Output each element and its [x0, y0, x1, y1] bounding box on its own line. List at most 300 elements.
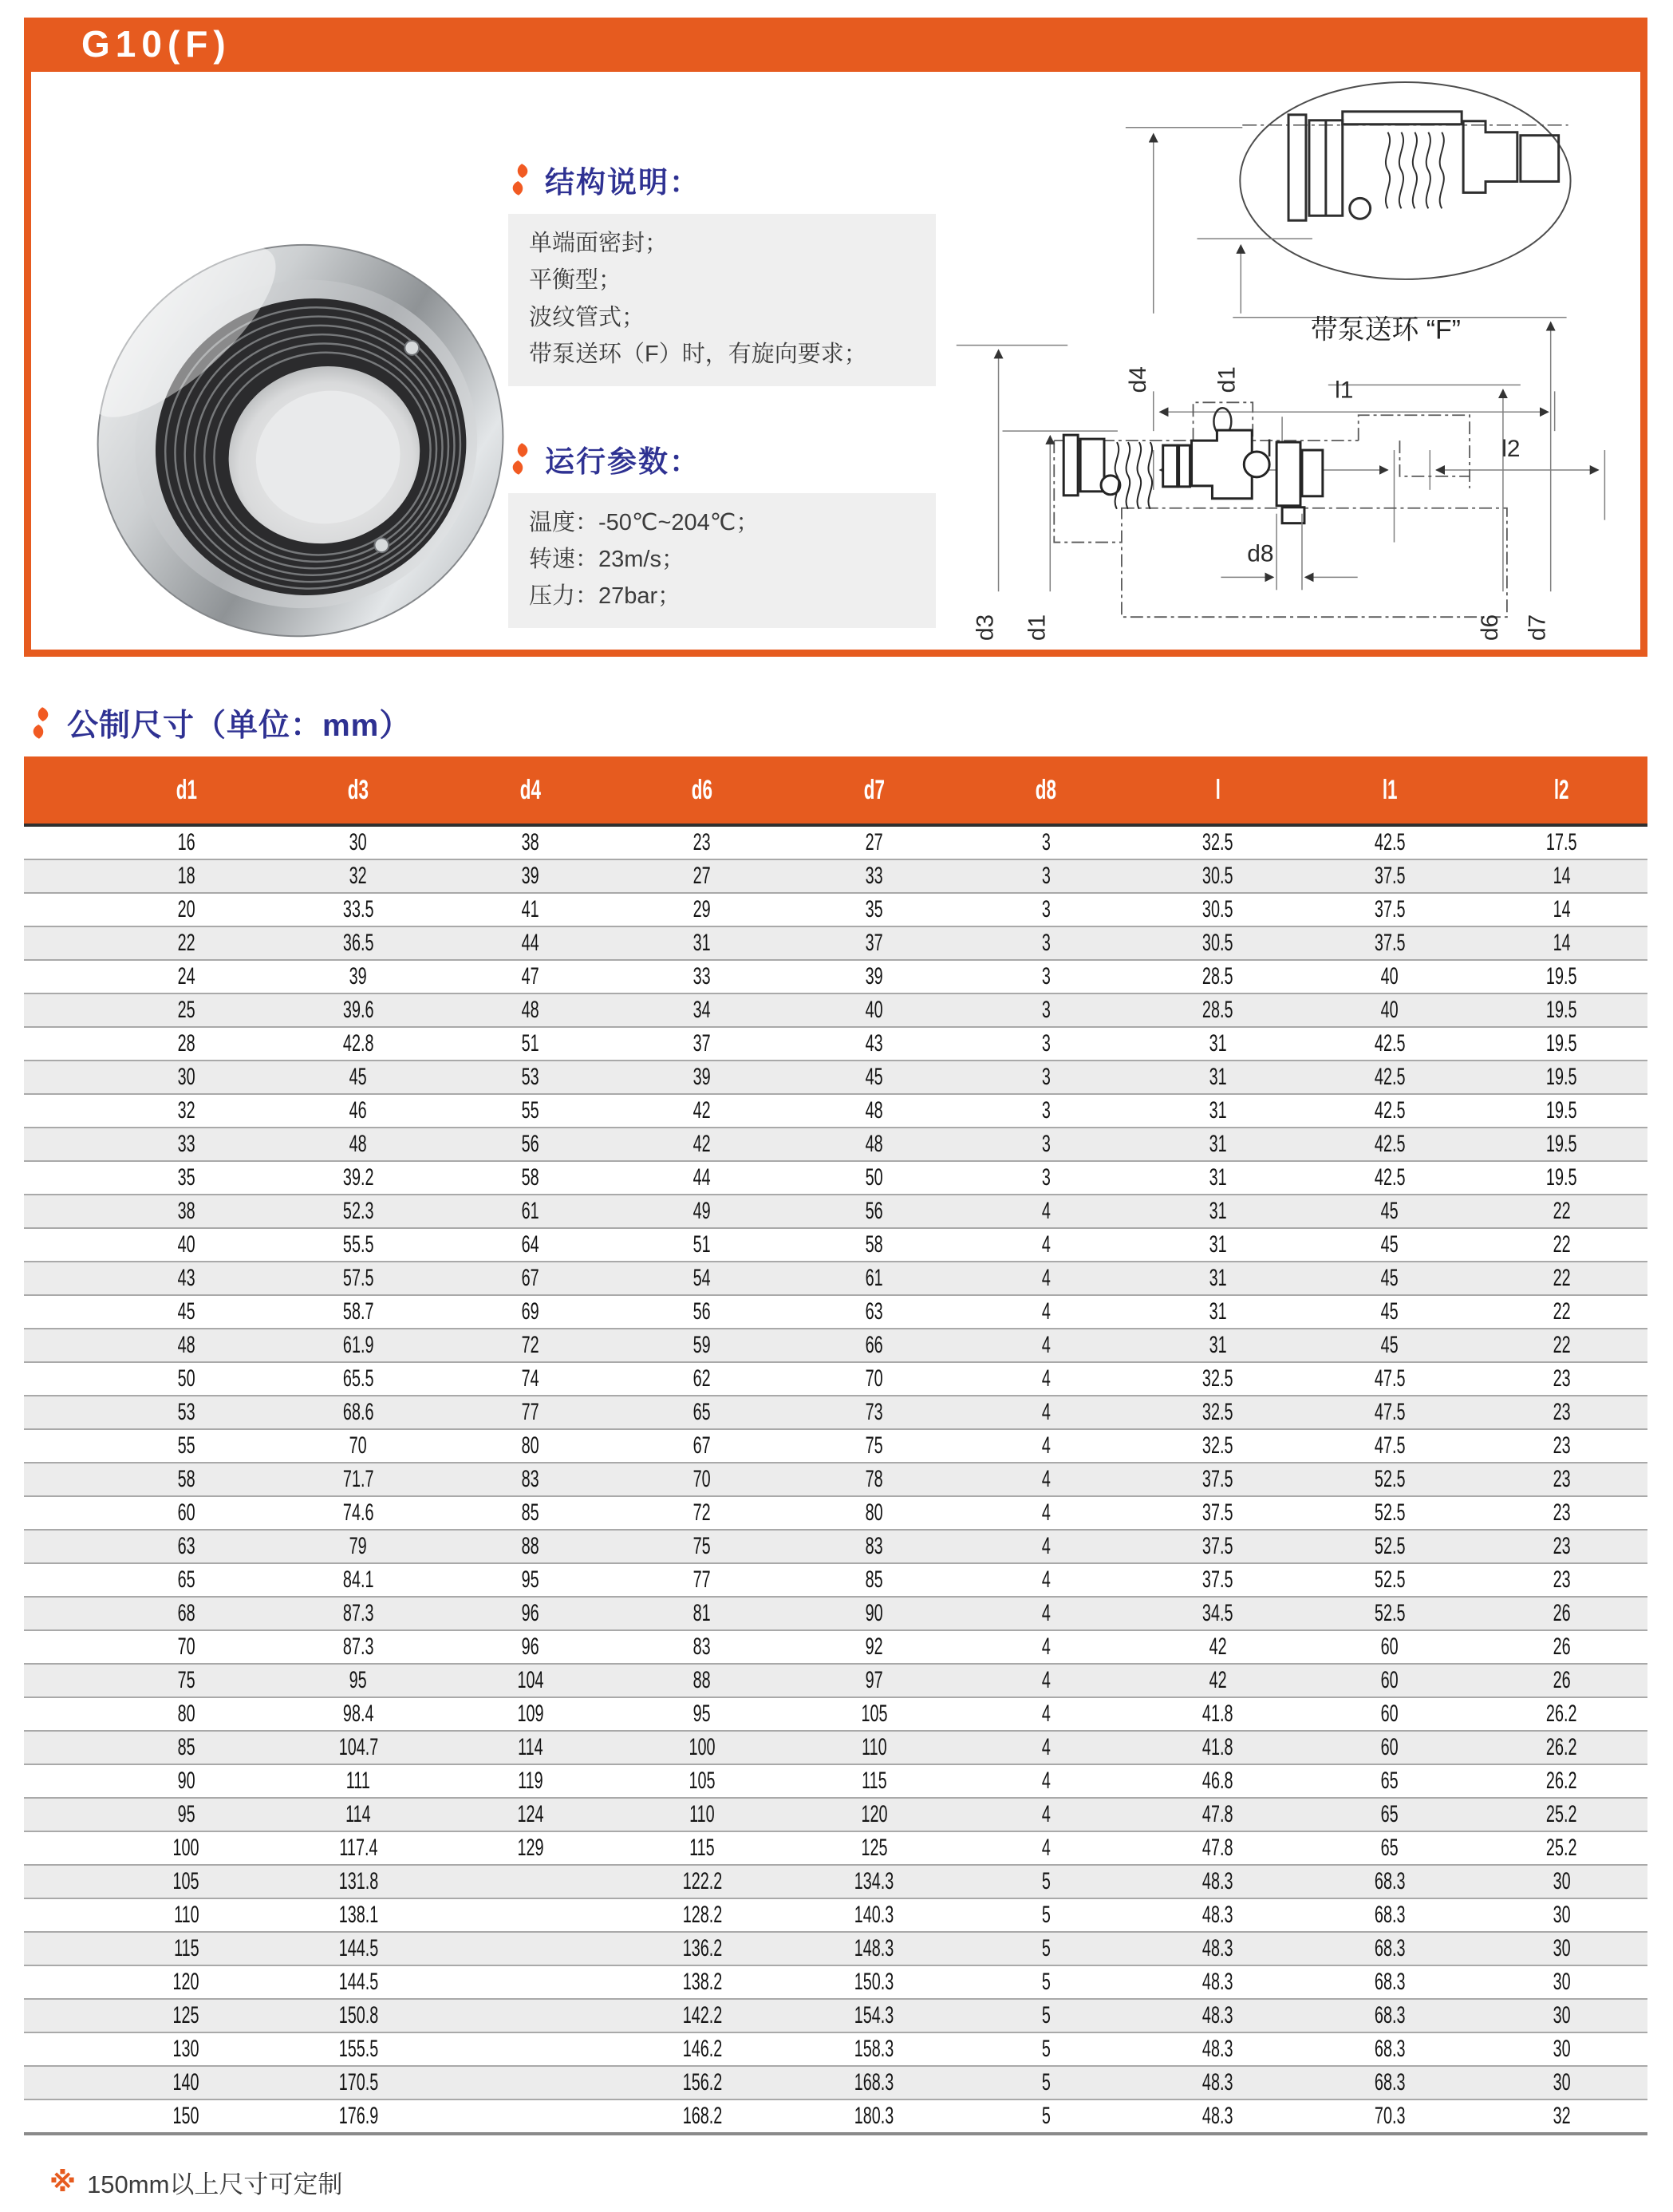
dim-cell: 110	[616, 1798, 788, 1831]
table-row	[24, 1396, 1647, 1429]
dim-cell: 53	[24, 1396, 272, 1429]
dim-cell: 100	[24, 1831, 272, 1865]
dim-cell: 170.5	[272, 2066, 444, 2099]
seal-ring-graphic	[73, 214, 529, 670]
table-row	[24, 1429, 1647, 1463]
dim-cell: 64	[444, 1228, 617, 1262]
dim-cell: 28	[24, 1027, 272, 1061]
dim-cell: 4	[960, 1630, 1132, 1664]
dim-cell: 115	[788, 1764, 961, 1798]
dim-cell: 95	[444, 1563, 617, 1597]
dim-cell: 84.1	[272, 1563, 444, 1597]
dim-cell: 40	[24, 1228, 272, 1262]
dim-cell: 68.3	[1304, 1999, 1476, 2032]
dim-cell: 48.3	[1132, 1898, 1304, 1932]
dim-cell: 4	[960, 1798, 1132, 1831]
dim-cell	[444, 1999, 617, 2032]
parameters-lines	[508, 493, 936, 628]
dim-cell: 125	[788, 1831, 961, 1865]
label-d3: d3	[972, 614, 999, 642]
label-d1: d1	[1024, 614, 1051, 642]
dim-cell: 144.5	[272, 1932, 444, 1965]
dim-cell: 85	[444, 1496, 617, 1530]
table-row	[24, 1295, 1647, 1329]
dim-cell: 65	[1304, 1798, 1476, 1831]
dim-cell: 42	[616, 1094, 788, 1128]
dim-cell: 30	[1476, 2032, 1647, 2066]
table-row	[24, 1228, 1647, 1262]
dim-cell: 31	[1132, 1228, 1304, 1262]
dim-cell: 83	[616, 1630, 788, 1664]
dim-cell: 70	[616, 1463, 788, 1496]
dim-cell: 25.2	[1476, 1798, 1647, 1831]
dim-cell: 33	[24, 1128, 272, 1161]
column-header: d4	[444, 756, 617, 825]
dim-cell: 35	[24, 1161, 272, 1195]
dim-cell: 30.5	[1132, 926, 1304, 960]
dim-cell: 37.5	[1304, 859, 1476, 893]
dim-cell: 168.3	[788, 2066, 961, 2099]
table-title: 公制尺寸（单位：mm）	[67, 709, 412, 743]
dim-cell: 96	[444, 1597, 617, 1630]
dim-cell: 71.7	[272, 1463, 444, 1496]
dim-cell: 63	[788, 1295, 961, 1329]
dim-cell: 28.5	[1132, 960, 1304, 993]
label-l: l	[1266, 436, 1273, 463]
dim-cell: 27	[616, 859, 788, 893]
dim-cell: 90	[24, 1764, 272, 1798]
dim-cell: 65.5	[272, 1362, 444, 1396]
dim-cell: 24	[24, 960, 272, 993]
dim-cell: 40	[788, 993, 961, 1027]
dim-cell: 4	[960, 1262, 1132, 1295]
dim-cell: 42.5	[1304, 1061, 1476, 1094]
dim-cell: 110	[788, 1731, 961, 1764]
dim-cell: 3	[960, 926, 1132, 960]
text-line: 带泵送环（F）时，有旋向要求；	[529, 342, 867, 368]
label-l1: l1	[1335, 377, 1354, 404]
dim-cell: 27	[788, 825, 961, 859]
dim-cell: 4	[960, 1429, 1132, 1463]
dim-cell: 23	[1476, 1463, 1647, 1496]
dim-cell: 53	[444, 1061, 617, 1094]
dim-cell: 22	[1476, 1295, 1647, 1329]
dim-cell: 105	[616, 1764, 788, 1798]
column-header: l2	[1476, 756, 1647, 825]
dim-cell: 19.5	[1476, 1128, 1647, 1161]
dim-cell: 100	[616, 1731, 788, 1764]
dim-cell: 29	[616, 893, 788, 926]
dim-cell: 55	[444, 1094, 617, 1128]
dim-cell: 56	[788, 1195, 961, 1228]
flame-icon	[508, 442, 532, 476]
dim-cell: 5	[960, 2032, 1132, 2066]
dim-cell: 4	[960, 1195, 1132, 1228]
dim-cell: 4	[960, 1496, 1132, 1530]
dim-cell: 23	[1476, 1530, 1647, 1563]
dim-cell: 142.2	[616, 1999, 788, 2032]
dim-cell: 130	[24, 2032, 272, 2066]
dim-cell: 88	[444, 1530, 617, 1563]
text-line: 压力：27bar；	[529, 583, 681, 610]
label-d6: d6	[1476, 614, 1503, 642]
dim-cell: 42.5	[1304, 1094, 1476, 1128]
dim-cell: 32	[1476, 2099, 1647, 2134]
dim-cell: 19.5	[1476, 1161, 1647, 1195]
dim-cell: 48.3	[1132, 1965, 1304, 1999]
dim-cell: 57.5	[272, 1262, 444, 1295]
dim-cell: 45	[788, 1061, 961, 1094]
dim-cell: 176.9	[272, 2099, 444, 2134]
dim-cell: 26.2	[1476, 1731, 1647, 1764]
dim-cell: 65	[24, 1563, 272, 1597]
table-row	[24, 1764, 1647, 1798]
dim-cell: 52.5	[1304, 1530, 1476, 1563]
dim-cell: 14	[1476, 926, 1647, 960]
dim-cell: 30	[1476, 1865, 1647, 1898]
dim-cell: 46	[272, 1094, 444, 1128]
dim-cell: 48.3	[1132, 2032, 1304, 2066]
dim-cell: 42.5	[1304, 1161, 1476, 1195]
dim-cell: 55	[24, 1429, 272, 1463]
dim-cell: 23	[1476, 1563, 1647, 1597]
dim-cell: 52.5	[1304, 1597, 1476, 1630]
dim-cell: 23	[1476, 1362, 1647, 1396]
dim-cell: 45	[1304, 1228, 1476, 1262]
dim-cell: 49	[616, 1195, 788, 1228]
dim-cell: 48.3	[1132, 1999, 1304, 2032]
dim-cell: 85	[788, 1563, 961, 1597]
dim-cell: 19.5	[1476, 1094, 1647, 1128]
dim-cell: 30.5	[1132, 893, 1304, 926]
dim-cell: 60	[1304, 1664, 1476, 1697]
dim-cell: 30	[24, 1061, 272, 1094]
dim-cell: 31	[1132, 1094, 1304, 1128]
dim-cell: 72	[444, 1329, 617, 1362]
dim-cell: 4	[960, 1228, 1132, 1262]
dim-cell: 5	[960, 1965, 1132, 1999]
dim-cell: 148.3	[788, 1932, 961, 1965]
table-row	[24, 1597, 1647, 1630]
dim-cell: 56	[616, 1295, 788, 1329]
dim-cell: 3	[960, 1128, 1132, 1161]
table-row	[24, 926, 1647, 960]
dimensions-table	[24, 756, 1647, 2135]
dim-cell: 58	[24, 1463, 272, 1496]
dim-cell: 37	[788, 926, 961, 960]
table-row	[24, 1161, 1647, 1195]
dim-cell: 98.4	[272, 1697, 444, 1731]
dim-cell: 22	[24, 926, 272, 960]
label-d7: d7	[1524, 614, 1551, 642]
dim-cell: 3	[960, 859, 1132, 893]
dim-cell: 92	[788, 1630, 961, 1664]
dim-cell: 39.2	[272, 1161, 444, 1195]
dim-cell: 23	[1476, 1429, 1647, 1463]
dim-cell: 48.3	[1132, 1865, 1304, 1898]
dim-cell: 72	[616, 1496, 788, 1530]
dim-cell: 128.2	[616, 1898, 788, 1932]
dim-cell: 23	[1476, 1496, 1647, 1530]
footnote	[49, 2164, 342, 2200]
dim-cell: 22	[1476, 1195, 1647, 1228]
dim-cell: 30	[1476, 1932, 1647, 1965]
dim-cell: 158.3	[788, 2032, 961, 2066]
dim-cell: 45	[1304, 1329, 1476, 1362]
dim-cell: 47.5	[1304, 1396, 1476, 1429]
dim-cell: 66	[788, 1329, 961, 1362]
dim-cell: 30	[1476, 1898, 1647, 1932]
table-row	[24, 1831, 1647, 1865]
dim-cell: 61	[788, 1262, 961, 1295]
label-l2: l2	[1501, 436, 1521, 463]
dim-cell: 47.5	[1304, 1429, 1476, 1463]
dim-cell: 68.3	[1304, 1898, 1476, 1932]
dim-cell: 4	[960, 1664, 1132, 1697]
dim-cell: 65	[616, 1396, 788, 1429]
dim-cell: 26	[1476, 1630, 1647, 1664]
label-d8: d8	[1247, 540, 1274, 567]
dim-cell: 37.5	[1132, 1563, 1304, 1597]
dim-cell: 31	[1132, 1262, 1304, 1295]
table-row	[24, 1898, 1647, 1932]
d8-dimension	[1221, 514, 1357, 591]
dim-cell: 115	[24, 1932, 272, 1965]
dim-cell: 77	[616, 1563, 788, 1597]
table-title-row	[29, 701, 411, 745]
dim-cell: 150.3	[788, 1965, 961, 1999]
dim-cell: 37.5	[1304, 926, 1476, 960]
dim-cell: 42.8	[272, 1027, 444, 1061]
dim-cell: 22	[1476, 1329, 1647, 1362]
dim-cell: 70.3	[1304, 2099, 1476, 2134]
text-line: 波纹管式；	[529, 304, 645, 330]
dim-cell: 19.5	[1476, 960, 1647, 993]
dim-cell: 70	[24, 1630, 272, 1664]
table-row	[24, 1496, 1647, 1530]
table-row	[24, 1630, 1647, 1664]
detail-bubble	[1240, 82, 1570, 279]
dim-cell: 52.5	[1304, 1463, 1476, 1496]
text-line: 温度：-50℃~204℃；	[529, 509, 760, 535]
dim-cell: 83	[444, 1463, 617, 1496]
structure-title: 结构说明：	[545, 166, 700, 199]
dim-cell: 122.2	[616, 1865, 788, 1898]
table-row	[24, 1965, 1647, 1999]
info-column	[508, 158, 949, 628]
dim-cell: 30	[1476, 1999, 1647, 2032]
table-row	[24, 960, 1647, 993]
dim-cell: 4	[960, 1563, 1132, 1597]
dim-cell: 38	[24, 1195, 272, 1228]
dim-cell: 88	[616, 1664, 788, 1697]
dim-cell: 138.2	[616, 1965, 788, 1999]
column-header: l	[1132, 756, 1304, 825]
dim-cell: 68.6	[272, 1396, 444, 1429]
dim-cell	[444, 1932, 617, 1965]
dim-cell: 41.8	[1132, 1697, 1304, 1731]
dim-cell: 68.3	[1304, 2066, 1476, 2099]
dim-cell: 114	[444, 1731, 617, 1764]
table-row	[24, 2066, 1647, 2099]
dim-cell: 80	[444, 1429, 617, 1463]
dim-cell: 120	[24, 1965, 272, 1999]
dim-cell: 95	[616, 1697, 788, 1731]
dim-cell: 77	[444, 1396, 617, 1429]
dim-cell: 70	[272, 1429, 444, 1463]
dim-cell	[444, 1965, 617, 1999]
dim-cell: 45	[1304, 1195, 1476, 1228]
dim-cell: 4	[960, 1697, 1132, 1731]
dim-cell: 131.8	[272, 1865, 444, 1898]
dim-cell: 18	[24, 859, 272, 893]
dim-cell: 45	[24, 1295, 272, 1329]
detail-dimensions	[1126, 128, 1312, 314]
dim-cell: 42.5	[1304, 1128, 1476, 1161]
asterisk-marker: ※	[49, 2167, 77, 2198]
table-row	[24, 1932, 1647, 1965]
dims-header-row	[24, 756, 1647, 825]
dim-cell: 31	[1132, 1295, 1304, 1329]
dim-cell: 52.3	[272, 1195, 444, 1228]
dim-cell: 63	[24, 1530, 272, 1563]
table-row	[24, 1362, 1647, 1396]
dim-cell: 3	[960, 1027, 1132, 1061]
dim-cell: 138.1	[272, 1898, 444, 1932]
dim-cell: 51	[616, 1228, 788, 1262]
dim-cell: 46.8	[1132, 1764, 1304, 1798]
dim-cell: 32	[24, 1094, 272, 1128]
dim-cell: 5	[960, 1999, 1132, 2032]
dim-cell: 78	[788, 1463, 961, 1496]
dim-cell: 33.5	[272, 893, 444, 926]
dim-cell: 4	[960, 1764, 1132, 1798]
text-line: 转速：23m/s；	[529, 546, 685, 572]
dim-cell: 58	[444, 1161, 617, 1195]
dim-cell: 3	[960, 893, 1132, 926]
dim-cell: 50	[24, 1362, 272, 1396]
dim-cell: 96	[444, 1630, 617, 1664]
table-row	[24, 825, 1647, 859]
structure-lines	[508, 214, 936, 386]
table-row	[24, 1563, 1647, 1597]
dim-cell: 31	[1132, 1061, 1304, 1094]
dim-cell: 37.5	[1132, 1496, 1304, 1530]
dim-cell: 75	[616, 1530, 788, 1563]
dim-cell: 80	[788, 1496, 961, 1530]
dim-cell: 48	[272, 1128, 444, 1161]
dim-cell: 3	[960, 1094, 1132, 1128]
dim-cell: 48	[788, 1128, 961, 1161]
dim-cell: 61	[444, 1195, 617, 1228]
column-header: l1	[1304, 756, 1476, 825]
dims-body	[24, 825, 1647, 2134]
dim-cell: 60	[1304, 1697, 1476, 1731]
dim-cell: 85	[24, 1731, 272, 1764]
dim-cell: 97	[788, 1664, 961, 1697]
dim-cell: 65	[1304, 1831, 1476, 1865]
table-row	[24, 893, 1647, 926]
dim-cell: 40	[1304, 993, 1476, 1027]
dim-cell: 42	[1132, 1664, 1304, 1697]
text-line: 平衡型；	[529, 267, 622, 294]
dim-cell: 39.6	[272, 993, 444, 1027]
dim-cell: 23	[1476, 1396, 1647, 1429]
product-photo	[73, 214, 529, 670]
dim-cell	[444, 2032, 617, 2066]
dim-cell: 33	[788, 859, 961, 893]
dim-cell: 154.3	[788, 1999, 961, 2032]
dim-cell: 22	[1476, 1228, 1647, 1262]
dim-cell: 5	[960, 2099, 1132, 2134]
dim-cell: 45	[272, 1061, 444, 1094]
dim-cell: 19.5	[1476, 993, 1647, 1027]
dimension-labels	[973, 315, 1551, 641]
dim-cell: 3	[960, 960, 1132, 993]
dim-cell: 75	[24, 1664, 272, 1697]
dim-cell: 60	[24, 1496, 272, 1530]
dim-cell: 32.5	[1132, 1362, 1304, 1396]
dim-cell: 58.7	[272, 1295, 444, 1329]
dim-cell: 67	[616, 1429, 788, 1463]
dim-cell	[444, 1865, 617, 1898]
dim-cell: 61.9	[272, 1329, 444, 1362]
column-header: d7	[788, 756, 961, 825]
dim-cell: 4	[960, 1597, 1132, 1630]
dim-cell: 30	[1476, 1965, 1647, 1999]
seal-cross-section	[1063, 430, 1323, 523]
dim-cell: 124	[444, 1798, 617, 1831]
table-row	[24, 859, 1647, 893]
flame-icon	[29, 706, 53, 740]
parameters-section	[508, 437, 949, 628]
dim-cell: 120	[788, 1798, 961, 1831]
table-row	[24, 1865, 1647, 1898]
dim-cell: 87.3	[272, 1597, 444, 1630]
dim-cell: 43	[24, 1262, 272, 1295]
dim-cell: 32.5	[1132, 1429, 1304, 1463]
dim-cell: 30.5	[1132, 859, 1304, 893]
dim-cell: 43	[788, 1027, 961, 1061]
dim-cell: 4	[960, 1295, 1132, 1329]
column-header: d3	[272, 756, 444, 825]
dim-cell: 73	[788, 1396, 961, 1429]
dim-cell: 48	[24, 1329, 272, 1362]
dim-cell: 58	[788, 1228, 961, 1262]
dim-cell: 45	[1304, 1295, 1476, 1329]
dim-cell: 68	[24, 1597, 272, 1630]
dim-cell: 60	[1304, 1731, 1476, 1764]
dim-cell: 3	[960, 993, 1132, 1027]
table-row	[24, 2032, 1647, 2066]
dim-cell	[444, 2099, 617, 2134]
table-row	[24, 1128, 1647, 1161]
table-row	[24, 2099, 1647, 2134]
dim-cell: 115	[616, 1831, 788, 1865]
dim-cell: 33	[616, 960, 788, 993]
dim-cell: 48.3	[1132, 1932, 1304, 1965]
dim-cell: 39	[444, 859, 617, 893]
dim-cell: 23	[616, 825, 788, 859]
table-row	[24, 1195, 1647, 1228]
dim-cell: 42.5	[1304, 825, 1476, 859]
dim-cell: 37.5	[1132, 1463, 1304, 1496]
dim-cell: 146.2	[616, 2032, 788, 2066]
dim-cell: 42	[1132, 1630, 1304, 1664]
dim-cell: 37.5	[1132, 1530, 1304, 1563]
phantom-housing	[1054, 402, 1507, 617]
dim-cell: 80	[24, 1697, 272, 1731]
